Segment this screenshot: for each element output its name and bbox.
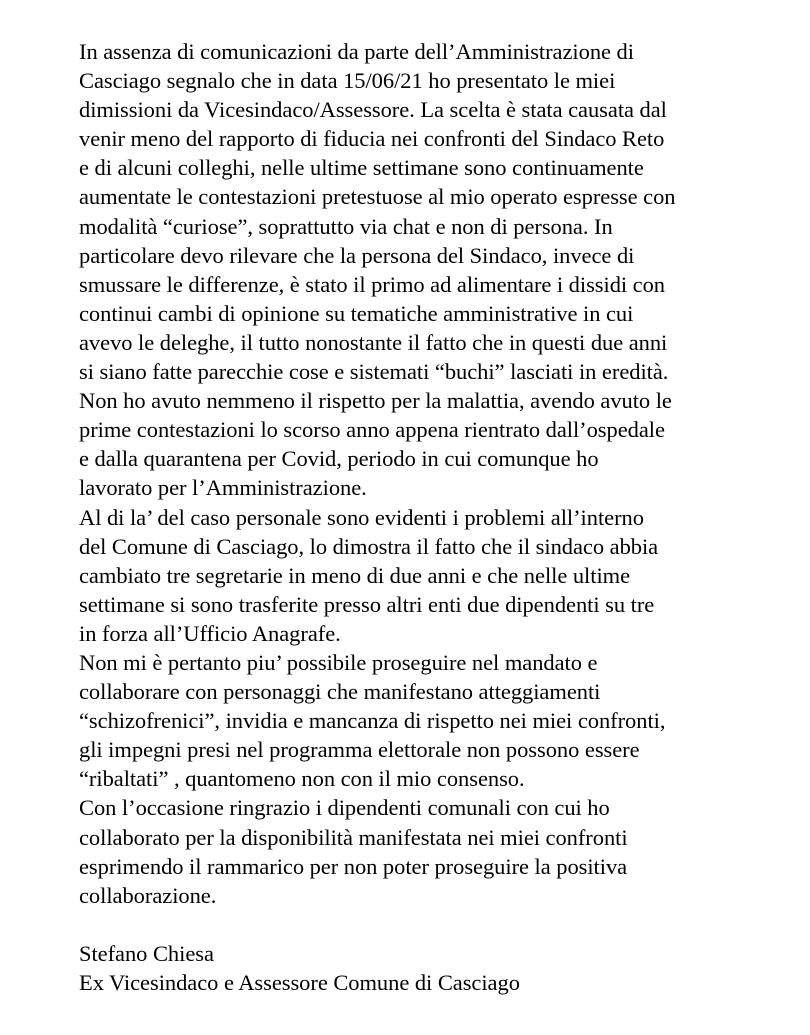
body-line: del Comune di Casciago, lo dimostra il fatto che il sindaco abbia (79, 533, 659, 559)
body-line: particolare devo rilevare che la persona del Sindaco, invece di (79, 242, 635, 268)
body-line: Al di la’ del caso personale sono evidenti i problemi all’interno (79, 504, 644, 530)
body-line: in forza all’Ufficio Anagrafe. (79, 620, 341, 646)
body-line: In assenza di comunicazioni da parte dell’Amministrazione di (79, 39, 634, 64)
body-line: gli impegni presi nel programma elettorale non possono essere (79, 737, 640, 763)
body-line: cambiato tre segretarie in meno di due anni e che nelle ultime (79, 562, 631, 588)
body-line: continui cambi di opinione su tematiche amministrative in cui (79, 300, 634, 326)
body-line: e di alcuni colleghi, nelle ultime settimane sono continuamente (79, 155, 644, 181)
letter-page (79, 37, 779, 997)
body-line: venir meno del rapporto di fiducia nei confronti del Sindaco Reto (79, 126, 665, 152)
body-line: e dalla quarantena per Covid, periodo in cui comunque ho (79, 446, 599, 472)
signature-role: Ex Vicesindaco e Assessore Comune di Casciago (79, 970, 520, 995)
signature-name: Stefano Chiesa (79, 940, 214, 966)
body-line: esprimendo il rammarico per non poter proseguire la positiva (79, 853, 628, 879)
body-line: collaborazione. (79, 882, 217, 908)
body-line: aumentate le contestazioni pretestuose al mio operato espresse con (79, 184, 676, 210)
body-line: Non ho avuto nemmeno il rispetto per la malattia, avendo avuto le (79, 388, 672, 414)
body-line: smussare le differenze, è stato il primo ad alimentare i dissidi con (79, 271, 666, 297)
body-line: dimissioni da Vicesindaco/Assessore. La scelta è stata causata dal (79, 97, 667, 123)
body-line: settimane si sono trasferite presso altri enti due dipendenti su tre (79, 591, 655, 617)
body-line: “schizofrenici”, invidia e mancanza di rispetto nei miei confronti, (79, 708, 666, 734)
body-line: collaborato per la disponibilità manifestata nei miei confronti (79, 824, 628, 850)
body-line: Con l’occasione ringrazio i dipendenti comunali con cui ho (79, 795, 610, 821)
body-line: Casciago segnalo che in data 15/06/21 ho presentato le miei (79, 68, 616, 94)
body-line: prime contestazioni lo scorso anno appena rientrato dall’ospedale (79, 417, 665, 443)
body-line: si siano fatte parecchie cose e sistemati “buchi” lasciati in eredità. (79, 359, 669, 385)
body-line: collaborare con personaggi che manifestano atteggiamenti (79, 679, 601, 705)
signature-block (79, 939, 779, 997)
body-line: Non mi è pertanto piu’ possibile proseguire nel mandato e (79, 649, 598, 675)
body-line: modalità “curiose”, soprattutto via chat e non di persona. In (79, 213, 613, 239)
body-line: lavorato per l’Amministrazione. (79, 475, 367, 501)
paragraph-spacer (79, 910, 779, 939)
body-line: “ribaltati” , quantomeno non con il mio consenso. (79, 766, 525, 792)
body-line: avevo le deleghe, il tutto nonostante il fatto che in questi due anni (79, 329, 668, 355)
letter-body (79, 37, 779, 910)
